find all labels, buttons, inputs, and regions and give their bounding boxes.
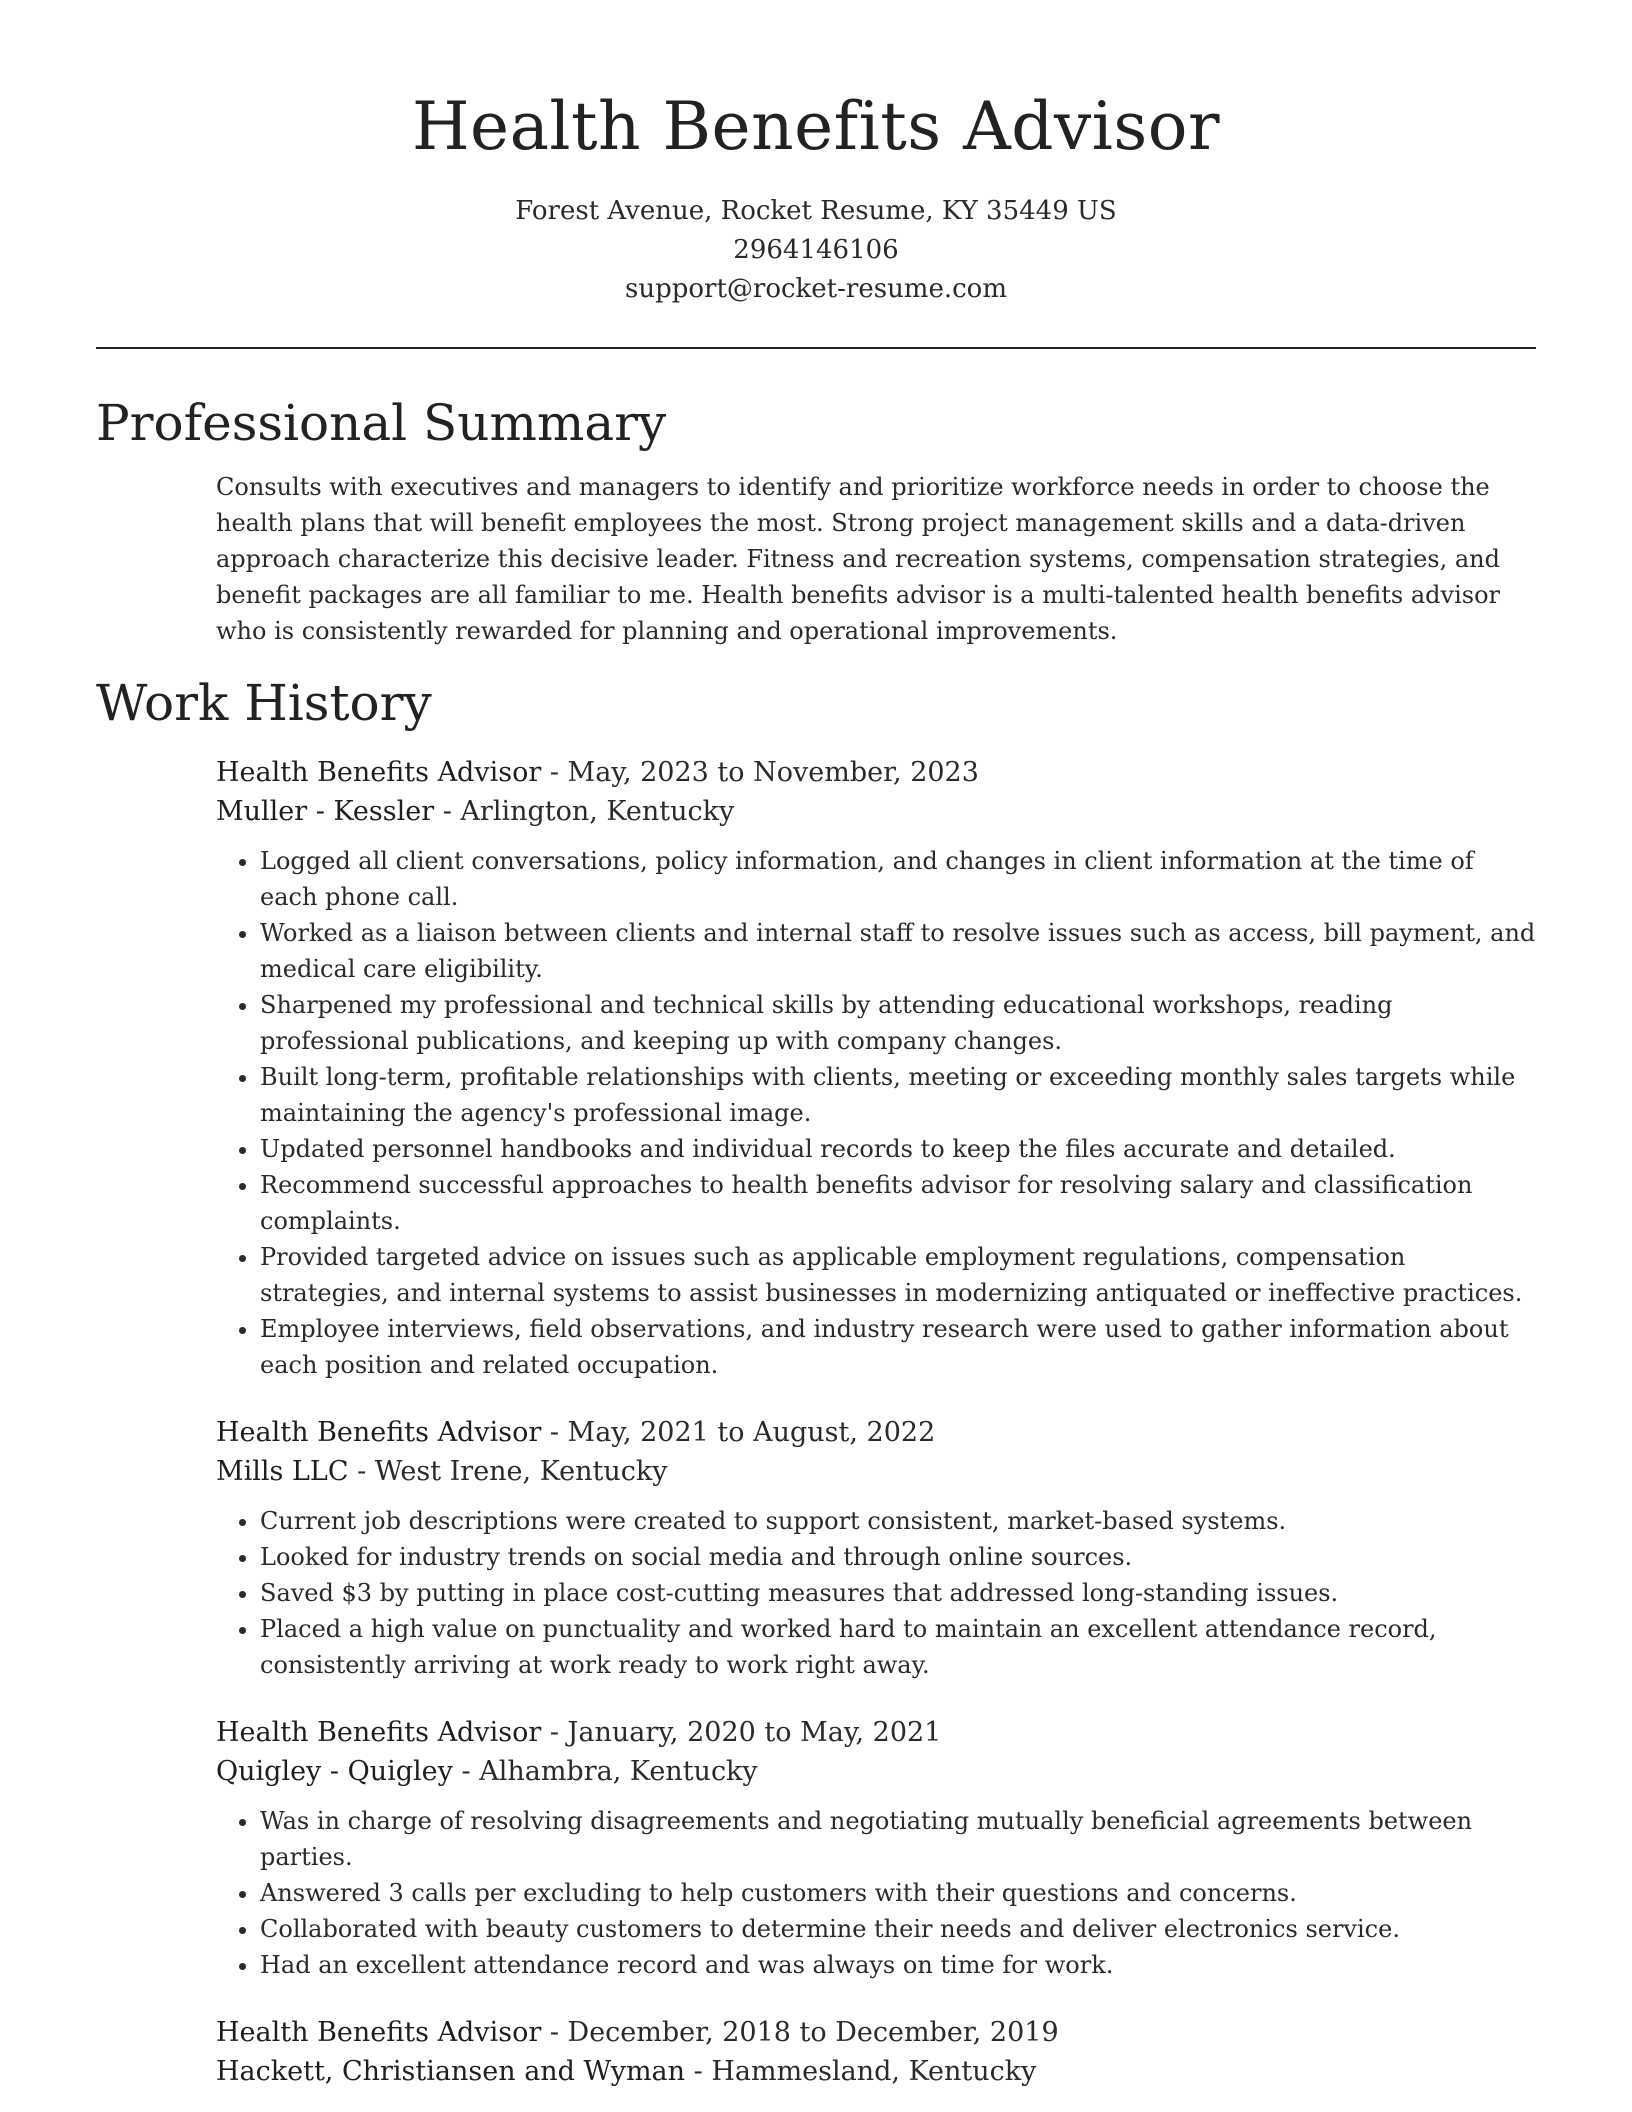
job-company-line bbox=[216, 792, 1536, 831]
job-bullets bbox=[216, 1503, 1536, 1683]
job-company: Muller - Kessler bbox=[216, 796, 435, 827]
job-location: - West Irene, Kentucky bbox=[348, 1456, 668, 1487]
job-title: Health Benefits Advisor bbox=[216, 1717, 542, 1748]
job-bullet: • Sharpened my professional and technical skills by attending educational workshops, reading professional publications, and keeping up with company changes. bbox=[260, 987, 1536, 1059]
job-bullet: • Was in charge of resolving disagreements and negotiating mutually beneficial agreements between parties. bbox=[260, 1803, 1536, 1875]
job-title: Health Benefits Advisor bbox=[216, 1417, 542, 1448]
job-bullet: • Saved $3 by putting in place cost-cutting measures that addressed long-standing issues. bbox=[260, 1575, 1536, 1611]
address-text: Forest Avenue, Rocket Resume, KY 35449 US bbox=[515, 196, 1117, 226]
job-title-line bbox=[216, 2013, 1536, 2052]
work-history-heading: Work History bbox=[96, 674, 432, 732]
job-bullet: • Answered 3 calls per excluding to help customers with their questions and concerns. bbox=[260, 1875, 1536, 1911]
job-dates: - December, 2018 to December, 2019 bbox=[541, 2017, 1059, 2048]
email-text: support@rocket-resume.com bbox=[624, 274, 1007, 304]
job-bullet: • Provided targeted advice on issues such as applicable employment regulations, compensation strategies, and internal systems to assist businesses in modernizing antiquated or ineffective practices. bbox=[260, 1239, 1536, 1311]
summary-heading: Professional Summary bbox=[96, 394, 667, 452]
job-company: Quigley - Quigley bbox=[216, 1756, 453, 1787]
job-bullets bbox=[216, 1803, 1536, 1983]
job-company-line bbox=[216, 1752, 1536, 1791]
job-bullet: • Had an excellent attendance record and was always on time for work. bbox=[260, 1947, 1536, 1983]
summary-text: Consults with executives and managers to identify and prioritize workforce needs in order to choose the health plans that will benefit employees the most. Strong project management skills and a data-driven approach characterize this decisive leader. Fitness and recreation systems, compensation strategies, and benefit packages are all familiar to me. Health benefits advisor is a multi-talented health benefits advisor who is consistently rewarded for planning and operational improvements. bbox=[216, 473, 1501, 645]
job-bullet: • Employee interviews, field observations, and industry research were used to gather information about each position and related occupation. bbox=[260, 1311, 1536, 1383]
phone-text: 2964146106 bbox=[733, 235, 899, 265]
contact-info bbox=[96, 192, 1536, 309]
resume-page bbox=[96, 0, 1536, 2091]
job-entry bbox=[216, 1713, 1536, 1983]
job-bullet: • Looked for industry trends on social media and through online sources. bbox=[260, 1539, 1536, 1575]
resume-header bbox=[96, 0, 1536, 309]
job-entry bbox=[216, 2013, 1536, 2091]
job-bullets bbox=[216, 843, 1536, 1383]
job-bullet: • Worked as a liaison between clients and internal staff to resolve issues such as access, bill payment, and medical care eligibility. bbox=[260, 915, 1536, 987]
job-company: Mills LLC bbox=[216, 1456, 349, 1487]
job-dates: - May, 2021 to August, 2022 bbox=[541, 1417, 936, 1448]
header-divider bbox=[96, 347, 1536, 349]
job-dates: - January, 2020 to May, 2021 bbox=[541, 1717, 942, 1748]
job-bullet: • Recommend successful approaches to health benefits advisor for resolving salary and classification complaints. bbox=[260, 1167, 1536, 1239]
job-location: - Hammesland, Kentucky bbox=[685, 2056, 1037, 2087]
job-dates: - May, 2023 to November, 2023 bbox=[541, 757, 979, 788]
job-company-line bbox=[216, 2052, 1536, 2091]
job-bullet: • Placed a high value on punctuality and worked hard to maintain an excellent attendance record, consistently arriving at work ready to work right away. bbox=[260, 1611, 1536, 1683]
candidate-name: Health Benefits Advisor bbox=[411, 88, 1221, 165]
job-title-line bbox=[216, 1713, 1536, 1752]
job-title: Health Benefits Advisor bbox=[216, 2017, 542, 2048]
job-bullet: • Collaborated with beauty customers to determine their needs and deliver electronics service. bbox=[260, 1911, 1536, 1947]
job-location: - Alhambra, Kentucky bbox=[452, 1756, 758, 1787]
job-title-line bbox=[216, 753, 1536, 792]
job-company-line bbox=[216, 1452, 1536, 1491]
job-title: Health Benefits Advisor bbox=[216, 757, 542, 788]
job-list bbox=[216, 753, 1536, 2091]
job-company: Hackett, Christiansen and Wyman bbox=[216, 2056, 686, 2087]
job-location: - Arlington, Kentucky bbox=[434, 796, 735, 827]
job-title-line bbox=[216, 1413, 1536, 1452]
job-bullet: • Updated personnel handbooks and individual records to keep the files accurate and detailed. bbox=[260, 1131, 1536, 1167]
job-bullet: • Current job descriptions were created to support consistent, market-based systems. bbox=[260, 1503, 1536, 1539]
job-entry bbox=[216, 753, 1536, 1383]
job-bullet: • Built long-term, profitable relationships with clients, meeting or exceeding monthly sales targets while maintaining the agency's professional image. bbox=[260, 1059, 1536, 1131]
job-bullet: • Logged all client conversations, policy information, and changes in client information at the time of each phone call. bbox=[260, 843, 1536, 915]
job-entry bbox=[216, 1413, 1536, 1683]
